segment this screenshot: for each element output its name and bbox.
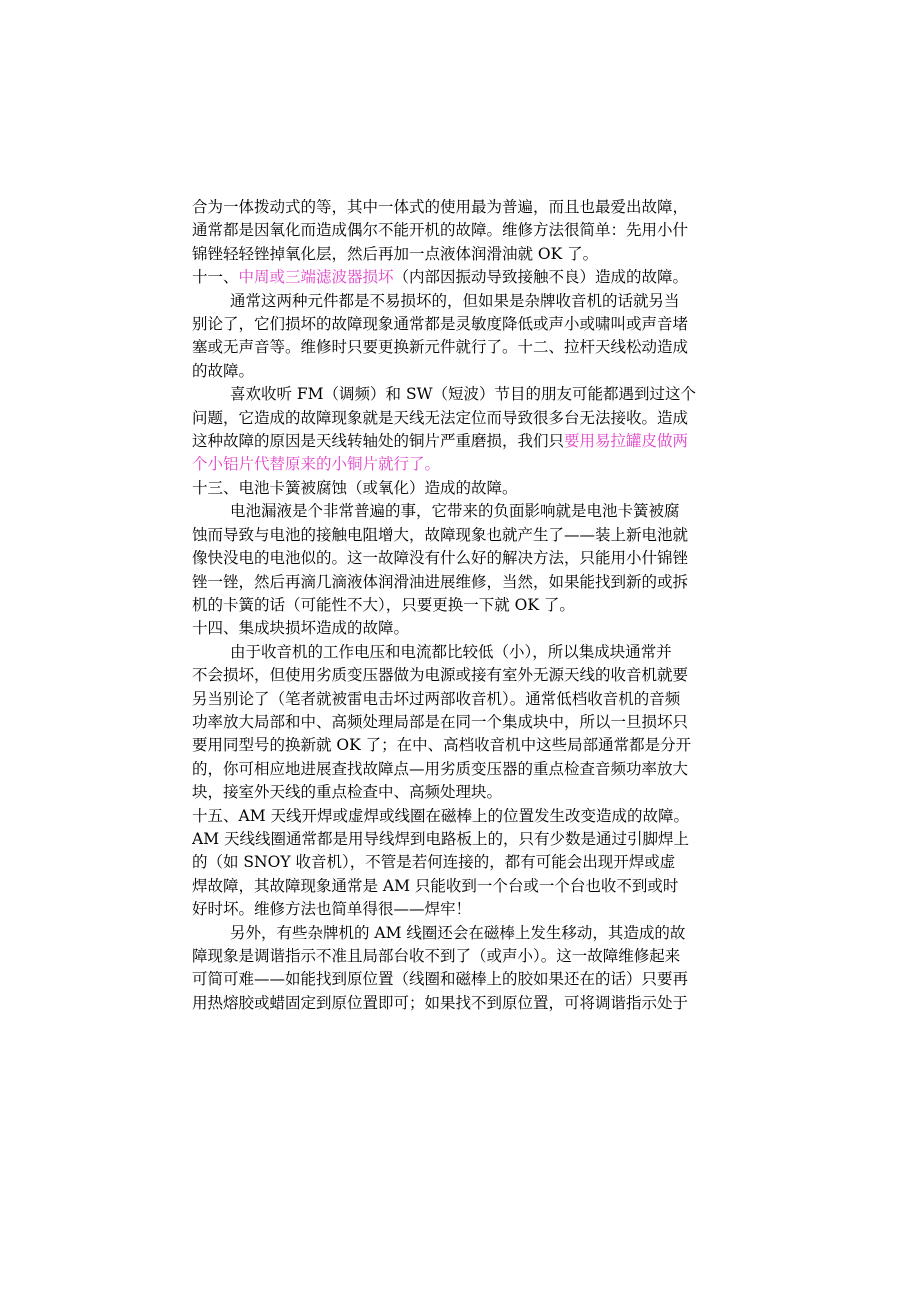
- text-line: 块，接室外天线的重点检查中、高频处理块。: [192, 783, 503, 802]
- text-line: 另当别论了（笔者就被雷电击坏过两部收音机）。通常低档收音机的音频: [192, 689, 681, 708]
- text-line: 通常都是因氧化而造成偶尔不能开机的故障。维修方法很简单：先用小什: [192, 221, 689, 240]
- text-line: [192, 290, 740, 313]
- text-line: 蚀而导致与电池的接触电阻增大，故障现象也就产生了——装上新电池就: [192, 525, 689, 544]
- text-line: 塞或无声音等。维修时只要更换新元件就行了。十二、拉杆天线松动造成: [192, 338, 689, 357]
- section-heading-14: 十四、集成块损坏造成的故障。: [192, 619, 410, 638]
- section-heading-11: [192, 266, 740, 289]
- text-line: 锦锉轻轻锉掉氧化层，然后再加一点液体润滑油就 OK 了。: [192, 244, 599, 263]
- highlighted-text: 中周或三端滤波器损坏: [238, 268, 394, 287]
- text-span: 通常这两种元件都是不易损坏的，但如果是杂牌收音机的话就另当: [230, 291, 680, 310]
- text-line: 障现象是调谐指示不准且局部台收不到了（或声小）。这一故障维修起来: [192, 947, 681, 965]
- text-span: 电池漏液是个非常普遍的事，它带来的负面影响就是电池卡簧被腐: [230, 502, 680, 521]
- paragraph-15: [192, 828, 740, 922]
- text-span: 另外，有些杂牌机的 AM 线圈还会在磁棒上发生移动，其造成的故: [230, 923, 686, 942]
- text-line: 用热熔胶或蜡固定到原位置即可；如果找不到原位置，可将调谐指示处于: [192, 993, 689, 1012]
- text-line: 好时坏。维修方法也简单得很——焊牢！: [192, 900, 472, 919]
- section-heading-15: 十五、AM 天线开焊或虚焊或线圈在磁棒上的位置发生改变造成的故障。: [192, 806, 689, 825]
- text-line: 机的卡簧的话（可能性不大），只要更换一下就 OK 了。: [192, 595, 575, 614]
- text-line: [192, 430, 740, 453]
- text-line: [192, 922, 740, 945]
- text-line: 的（如 SNOY 收音机），不管是若何连接的，都有可能会出现开焊或虚: [192, 853, 676, 872]
- text-span: 由于收音机的工作电压和电流都比较低（小），所以集成块通常并: [230, 642, 672, 661]
- heading-prefix: 十一、: [192, 268, 239, 287]
- heading-suffix: （内部因振动导致接触不良）造成的故障。: [393, 268, 689, 287]
- text-line: 锉一锉，然后再滴几滴液体润滑油进展维修，当然，如果能找到新的或拆: [192, 572, 689, 591]
- text-line: 功率放大局部和中、高频处理局部是在同一个集成块中，所以一旦损坏只: [192, 712, 689, 731]
- text-line: 的故障。: [192, 361, 255, 380]
- paragraph-12: [192, 383, 740, 477]
- text-line: AM 天线线圈通常都是用导线焊到电路板上的，只有少数是通过引脚焊上: [192, 829, 689, 848]
- paragraph-16: [192, 922, 740, 1016]
- paragraph-intro: [192, 196, 740, 266]
- text-line: 焊故障，其故障现象通常是 AM 只能收到一个台或一个台也收不到或时: [192, 876, 679, 895]
- paragraph-11: [192, 290, 740, 384]
- highlighted-text: 要用易拉罐皮做两: [564, 432, 689, 451]
- highlighted-text: 个小铝片代替原来的小铜片就行了。: [192, 455, 441, 474]
- paragraph-13: [192, 500, 740, 617]
- document-page: [192, 196, 740, 1015]
- text-line: 像快没电的电池似的。这一故障没有什么好的解决方法，只能用小什锦锉: [192, 549, 689, 568]
- section-heading-13: 十三、电池卡簧被腐蚀（或氧化）造成的故障。: [192, 478, 518, 497]
- text-line: 可简可难——如能找到原位置（线圈和磁棒上的胶如果还在的话）只要再: [192, 970, 689, 989]
- text-span: 这种故障的原因是天线转轴处的铜片严重磨损，我们只: [192, 432, 565, 451]
- text-line: 别论了，它们损坏的故障现象通常都是灵敏度降低或声小或啸叫或声音堵: [192, 315, 689, 334]
- text-line: 的，你可相应地进展查找故障点—用劣质变压器的重点检查音频功率放大: [192, 759, 689, 778]
- text-span: 喜欢收听 FM（调频）和 SW（短波）节目的朋友可能都遇到过这个: [230, 385, 697, 404]
- text-line: [192, 641, 740, 664]
- paragraph-14: [192, 641, 740, 805]
- text-line: 问题，它造成的故障现象就是天线无法定位而导致很多台无法接收。造成: [192, 408, 689, 427]
- text-line: [192, 500, 740, 523]
- text-line: 不会损坏，但使用劣质变压器做为电源或接有室外无源天线的收音机就要: [192, 666, 689, 685]
- text-line: [192, 383, 740, 406]
- text-line: 要用同型号的换新就 OK 了；在中、高档收音机中这些局部通常都是分开: [192, 736, 692, 755]
- text-line: 合为一体拨动式的等，其中一体式的使用最为普遍，而且也最爱出故障，: [192, 198, 689, 216]
